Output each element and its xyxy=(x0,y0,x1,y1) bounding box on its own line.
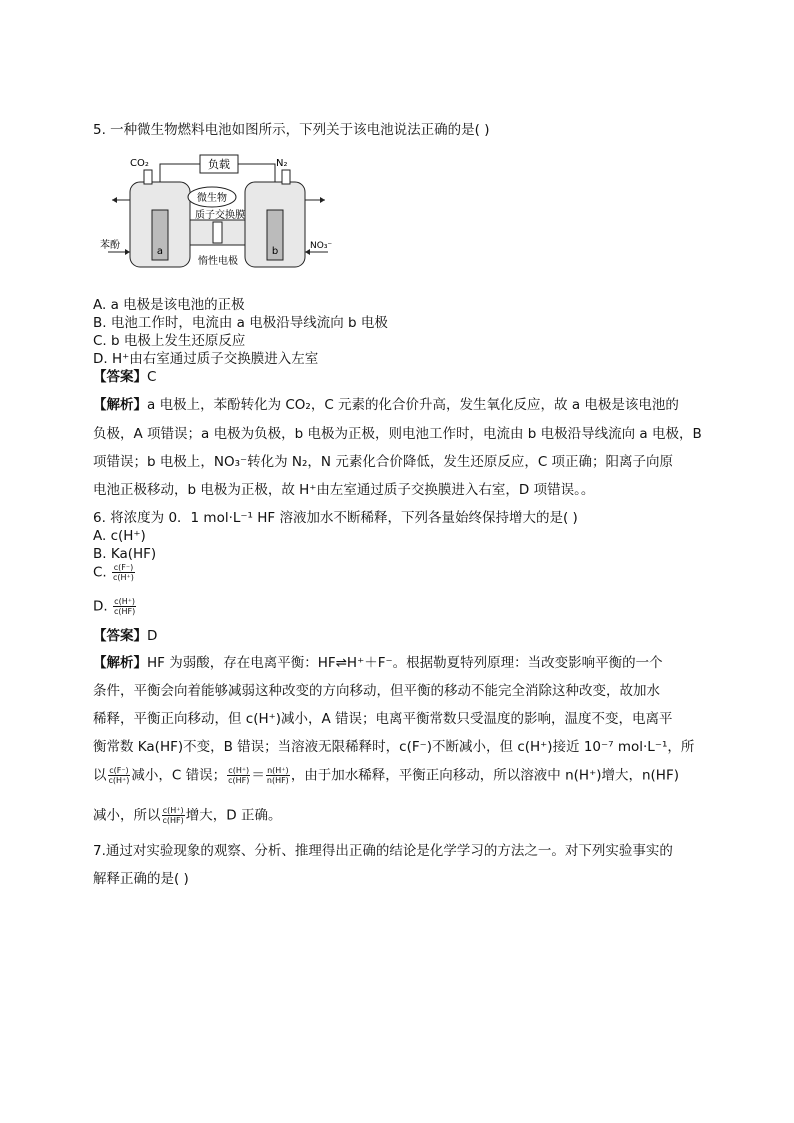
q6-analysis-fraction-2: $\frac{c(H^+)}{c(HF)}$ xyxy=(228,766,250,785)
q5-option-a: A. a 电极是该电池的正极 xyxy=(93,297,245,313)
q6-analysis-label: 【解析】 xyxy=(93,655,147,671)
q6-answer-label: 【答案】 xyxy=(93,628,147,644)
load-label: 负载 xyxy=(208,158,230,171)
q5-analysis-line-2: 负极，A 项错误；a 电极为负极，b 电极为正极，则电池工作时，电流由 b 电极沿导线流向 a 电极，B xyxy=(93,426,702,442)
microbe-label: 微生物 xyxy=(197,193,227,204)
q6-option-b: B. Ka(HF) xyxy=(93,546,157,562)
q7-stem-line-1: 7.通过对实验现象的观察、分析、推理得出正确的结论是化学学习的方法之一。对下列实验事实的 xyxy=(93,843,673,859)
q6-analysis-fraction-4: $\frac{c(H^+)}{c(HF)}$ xyxy=(162,806,184,825)
n2-label: N₂ xyxy=(276,158,288,169)
left-outlet xyxy=(144,170,152,184)
electrode-a-label: a xyxy=(156,246,164,257)
q5-stem: 5. 一种微生物燃料电池如图所示，下列关于该电池说法正确的是( ) xyxy=(93,122,490,138)
fuel-cell-diagram xyxy=(100,150,340,275)
q5-answer-label: 【答案】 xyxy=(93,369,147,385)
q5-analysis-label: 【解析】 xyxy=(93,397,147,413)
q5-analysis-line-1: 【解析】a 电极上，苯酚转化为 CO₂，C 元素的化合价升高，发生氧化反应，故 a 电极是该电池的 xyxy=(93,397,679,413)
q6-option-d: D. $\frac{c(H^+)}{c(HF)}$ xyxy=(93,597,136,616)
q6-analysis-fraction-1: $\frac{c(F^-)}{c(H^+)}$ xyxy=(108,766,130,785)
right-outlet xyxy=(282,170,290,184)
co2-label: CO₂ xyxy=(130,158,149,169)
q5-option-d: D. H⁺由右室通过质子交换膜进入左室 xyxy=(93,351,319,367)
q6-analysis-line-6: 减小，所以 $\frac{c(H^+)}{c(HF)}$ 增大，D 正确。 xyxy=(93,806,282,825)
q5-analysis-line-4: 电池正极移动，b 电极为正极，故 H⁺由左室通过质子交换膜进入右室，D 项错误。。 xyxy=(93,482,595,498)
q6-analysis-line-4: 衡常数 Ka(HF)不变，B 错误；当溶液无限稀释时，c(F⁻)不断减小，但 c(H⁺)接近 10⁻⁷ mol·L⁻¹，所 xyxy=(93,739,695,755)
electrode-b-label: b xyxy=(271,246,279,257)
q6-analysis-line-3: 稀释，平衡正向移动，但 c(H⁺)减小，A 错误；电离平衡常数只受温度的影响，温度不变，电离平 xyxy=(93,711,673,727)
membrane-label: 质子交换膜 xyxy=(195,210,245,221)
q5-option-c: C. b 电极上发生还原反应 xyxy=(93,333,246,349)
inert-electrode-label: 惰性电极 xyxy=(198,256,238,267)
nitrate-label: NO₃⁻ xyxy=(310,241,333,251)
q6-answer xyxy=(93,627,157,645)
q5-option-b: B. 电池工作时，电流由 a 电极沿导线流向 b 电极 xyxy=(93,315,388,331)
q6-analysis-line-2: 条件，平衡会向着能够减弱这种改变的方向移动，但平衡的移动不能完全消除这种改变，故加水 xyxy=(93,683,660,699)
q6-option-a: A. c(H⁺) xyxy=(93,528,146,544)
q6-option-d-fraction: $\frac{c(H^+)}{c(HF)}$ xyxy=(113,597,136,616)
phenol-label: 苯酚 xyxy=(100,240,120,251)
q6-analysis-line-5: 以 $\frac{c(F^-)}{c(H^+)}$ 减小，C 错误； $\frac{c(H^+)}{c(HF)}$ ＝ $\frac{n(H^+)}{n(HF)}$ ，由于加水稀释，平衡正向移动，所以溶液中 n(H⁺)增大，n(HF) xyxy=(93,766,679,785)
q6-stem: 6. 将浓度为 0．1 mol·L⁻¹ HF 溶液加水不断稀释，下列各量始终保持增大的是( ) xyxy=(93,510,578,526)
q7-stem-line-2: 解释正确的是( ) xyxy=(93,871,189,887)
q6-analysis-line-1: 【解析】HF 为弱酸，存在电离平衡：HF⇌H⁺＋F⁻。根据勒夏特列原理：当改变影响平衡的一个 xyxy=(93,655,663,671)
q6-answer-value: D xyxy=(147,628,158,644)
q5-analysis-line-3: 项错误；b 电极上，NO₃⁻转化为 N₂，N 元素化合价降低，发生还原反应，C 项正确；阳离子向原 xyxy=(93,454,674,470)
q5-answer xyxy=(93,368,156,386)
q5-answer-value: C xyxy=(147,369,157,385)
q6-option-c: C. $\frac{c(F^-)}{c(H^+)}$ xyxy=(93,563,134,582)
q6-option-c-fraction: $\frac{c(F^-)}{c(H^+)}$ xyxy=(113,563,134,582)
proton-exchange-membrane xyxy=(213,222,222,243)
q6-analysis-fraction-3: $\frac{n(H^+)}{n(HF)}$ xyxy=(266,766,289,785)
